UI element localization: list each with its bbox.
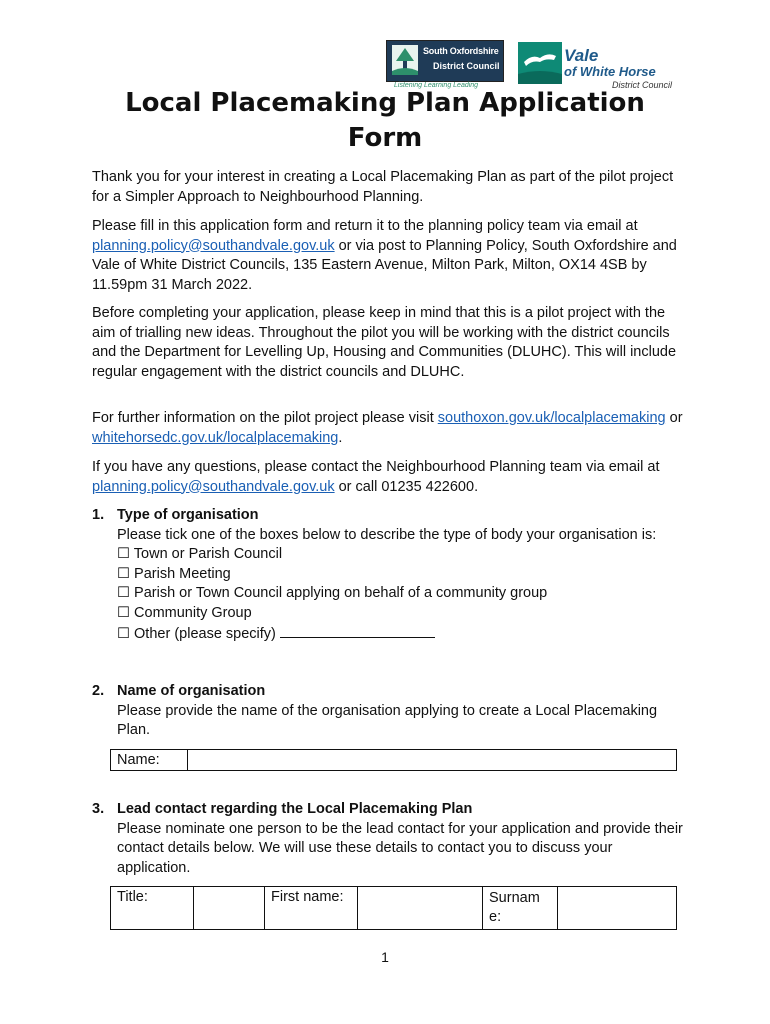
p4-text-after: . bbox=[338, 429, 343, 446]
surname-label: Surname: bbox=[483, 887, 558, 930]
so-tagline: Listening Learning Leading bbox=[394, 82, 479, 89]
southoxon-link[interactable]: southoxon.gov.uk/localplacemaking bbox=[437, 410, 666, 426]
south-oxfordshire-logo bbox=[386, 40, 504, 82]
q2-instruction: Please provide the name of the organisation applying to create a Local Placemaking Plan. bbox=[117, 702, 658, 738]
checkbox-icon[interactable]: ☐ bbox=[117, 585, 130, 601]
intro-paragraph-5 bbox=[92, 458, 692, 497]
option-label: Parish or Town Council applying on behalf of a community group bbox=[134, 585, 548, 601]
q3-instruction: Please nominate one person to be the lead contact for your application and provide their contact details below. We will use these details to contact you to discuss your application. bbox=[117, 820, 683, 876]
intro-paragraph-3: Before completing your application, please keep in mind that this is a pilot project with the aim of trialling new ideas. Throughout the pilot you will be working with the district councils and the Department for Levelling Up, Housing and Communities (DLUHC). This will include regular engagement with the district councils and DLUHC. bbox=[92, 305, 677, 380]
so-logo-line1: South Oxfordshire bbox=[423, 46, 499, 56]
p4-text-mid: or bbox=[665, 410, 683, 426]
q3-heading: Lead contact regarding the Local Placemaking Plan bbox=[117, 801, 473, 817]
page-title: Local Placemaking Plan Application Form bbox=[125, 88, 645, 153]
contact-email-link[interactable]: planning.policy@southandvale.gov.uk bbox=[92, 478, 335, 495]
p2-text-after: or via post to Planning Policy, South Oxfordshire and Vale of White District Councils, 135 Eastern Avenue, Milton Park, Milton, OX14 4SB by 11.59pm 31 March 2022. bbox=[92, 237, 677, 293]
question-2 bbox=[92, 682, 692, 742]
q2-heading: Name of organisation bbox=[117, 683, 266, 699]
checkbox-icon[interactable]: ☐ bbox=[117, 546, 130, 562]
checkbox-icon[interactable]: ☐ bbox=[117, 626, 130, 642]
intro-paragraph-4 bbox=[92, 409, 692, 448]
intro-paragraph-2 bbox=[92, 217, 692, 295]
contact-table bbox=[110, 886, 677, 930]
first-name-input-cell[interactable] bbox=[358, 887, 483, 930]
vale-logo bbox=[518, 42, 562, 84]
vale-logo-line1: Vale bbox=[564, 46, 599, 65]
header-logos bbox=[386, 40, 686, 92]
page-number: 1 bbox=[381, 949, 389, 965]
checkbox-icon[interactable]: ☐ bbox=[117, 565, 130, 582]
so-logo-line2: District Council bbox=[433, 61, 500, 71]
option-other[interactable] bbox=[117, 623, 687, 645]
title-label: Title: bbox=[111, 887, 194, 930]
option-label: Community Group bbox=[134, 604, 252, 621]
p5-text-before: If you have any questions, please contact the Neighbourhood Planning team via email at bbox=[92, 459, 660, 475]
q2-number: 2. bbox=[92, 683, 105, 699]
p4-text-before: For further information on the pilot project please visit bbox=[92, 410, 438, 426]
option-label: Parish Meeting bbox=[134, 565, 231, 582]
option-label: Other (please specify) bbox=[134, 626, 276, 642]
option-town-parish-council[interactable] bbox=[117, 545, 687, 565]
vale-logo-line3: District Council bbox=[612, 80, 673, 90]
tree-icon bbox=[392, 45, 418, 75]
white-horse-icon bbox=[518, 42, 562, 84]
first-name-label: First name: bbox=[265, 887, 358, 930]
surname-input-cell[interactable] bbox=[558, 887, 677, 930]
q1-number: 1. bbox=[92, 507, 105, 523]
question-3 bbox=[92, 800, 692, 880]
intro-paragraph-1: Thank you for your interest in creating a Local Placemaking Plan as part of the pilot project for a Simpler Approach to Neighbourhood Planning. bbox=[92, 169, 674, 205]
name-label: Name: bbox=[111, 750, 188, 771]
email-link[interactable]: planning.policy@southandvale.gov.uk bbox=[92, 237, 335, 254]
p2-text-before: Please fill in this application form and return it to the planning policy team via email at bbox=[92, 218, 638, 234]
other-specify-line[interactable] bbox=[280, 623, 435, 638]
option-label: Town or Parish Council bbox=[133, 546, 283, 562]
option-community-group[interactable] bbox=[117, 604, 687, 624]
p5-text-after: or call 01235 422600. bbox=[334, 478, 479, 495]
q1-heading: Type of organisation bbox=[117, 507, 259, 523]
q1-instruction: Please tick one of the boxes below to describe the type of body your organisation is: bbox=[117, 526, 657, 543]
q3-number: 3. bbox=[92, 801, 105, 817]
question-1 bbox=[92, 506, 692, 666]
checkbox-icon[interactable]: ☐ bbox=[117, 604, 130, 621]
title-input-cell[interactable] bbox=[194, 887, 265, 930]
vale-logo-line2: of White Horse bbox=[564, 64, 656, 79]
whitehorse-link[interactable]: whitehorsedc.gov.uk/localplacemaking bbox=[92, 429, 339, 446]
option-parish-meeting[interactable] bbox=[117, 565, 687, 585]
name-table bbox=[110, 749, 677, 771]
option-council-on-behalf[interactable] bbox=[117, 584, 687, 604]
name-input-cell[interactable] bbox=[188, 750, 677, 771]
